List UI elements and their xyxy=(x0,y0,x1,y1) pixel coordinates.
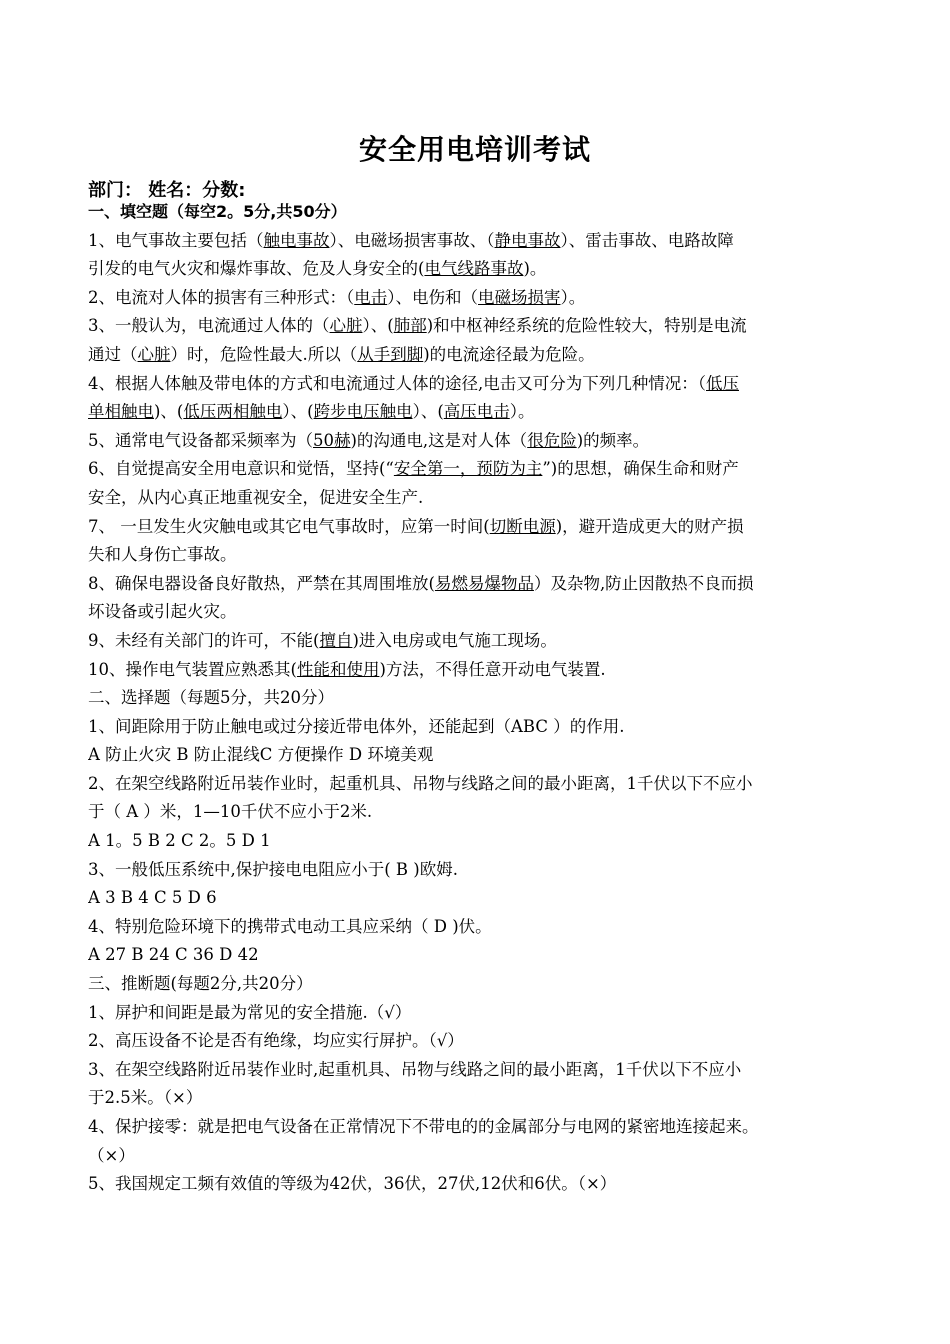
answer-blank: 易燃易爆物品 xyxy=(434,573,534,593)
text-segment: )方法，不得任意开动电气装置. xyxy=(379,659,606,679)
text-segment: 2、电流对人体的损害有三种形式：（ xyxy=(88,287,355,307)
text-segment: ）、电磁场损害事故、（ xyxy=(329,230,495,250)
text-segment: 一、填空题（每空2。5分,共50分） xyxy=(88,202,347,221)
answer-blank: 电磁场损害 xyxy=(478,287,561,307)
answer-blank: 切断电源 xyxy=(489,516,556,536)
text-line xyxy=(88,798,864,827)
text-segment: 6、自觉提高安全用电意识和觉悟，坚持(“ xyxy=(88,459,394,479)
text-segment: 引发的电气火灾和爆炸事故、危及人身安全的( xyxy=(88,259,425,279)
text-segment: ）、雷击事故、电路故障 xyxy=(560,230,734,250)
text-segment: 8、确保电器设备良好散热，严禁在其周围堆放( xyxy=(88,573,435,593)
text-line xyxy=(88,341,864,370)
text-line xyxy=(88,455,864,484)
text-segment: 2、在架空线路附近吊装作业时，起重机具、吊物与线路之间的最小距离，1千伏以下不应小 xyxy=(88,773,753,793)
text-segment: 1、屏护和间距是最为常见的安全措施.（√） xyxy=(88,1002,412,1022)
text-segment: 通过（ xyxy=(88,344,138,364)
text-segment: ）时，危险性最大.所以（ xyxy=(170,344,358,364)
text-line xyxy=(88,370,864,399)
answer-blank: 很危险 xyxy=(527,430,577,450)
text-line xyxy=(88,1056,864,1085)
text-segment: 三、推断题(每题2分,共20分） xyxy=(88,974,313,994)
text-segment: 7、 一旦发生火灾触电或其它电气事故时，应第一时间( xyxy=(88,516,490,536)
text-segment: A 27 B 24 C 36 D 42 xyxy=(88,945,259,965)
answer-blank: 单相触电 xyxy=(88,402,154,422)
answer-blank: 电击 xyxy=(354,287,388,307)
text-segment: )和中枢神经系统的危险性较大，特别是电流 xyxy=(426,316,747,336)
page-title: 安全用电培训考试 xyxy=(358,133,591,166)
text-segment: 5、通常电气设备都采频率为（ xyxy=(88,430,313,450)
text-line xyxy=(88,913,864,942)
text-segment: A 3 B 4 C 5 D 6 xyxy=(88,888,217,908)
answer-blank: 性能和使用 xyxy=(296,659,380,679)
text-segment: ）、( xyxy=(362,316,394,336)
text-segment: 于（ A ）米，1—10千伏不应小于2米. xyxy=(88,802,373,822)
text-line xyxy=(88,941,864,970)
text-line xyxy=(88,398,864,427)
text-segment: ）、电伤和（ xyxy=(387,287,478,307)
text-line xyxy=(88,541,864,570)
text-line xyxy=(88,284,864,313)
text-line xyxy=(88,570,864,599)
text-segment: 10、操作电气装置应熟悉其( xyxy=(88,659,297,679)
text-segment: 4、保护接零：就是把电气设备在正常情况下不带电的的金属部分与电网的紧密地连接起来。 xyxy=(88,1117,759,1136)
answer-blank: 心脏 xyxy=(329,316,363,336)
answer-blank: 高压电击 xyxy=(443,402,510,422)
answer-blank: 心脏 xyxy=(137,344,171,364)
text-segment: ）。 xyxy=(509,402,535,422)
text-segment: ）及杂物,防止因散热不良而损 xyxy=(533,573,754,593)
answer-blank: 50赫 xyxy=(313,430,351,450)
answer-blank: 低压两相触电 xyxy=(183,402,283,422)
text-line xyxy=(88,484,864,513)
text-segment: 1、间距除用于防止触电或过分接近带电体外，还能起到（ABC ）的作用. xyxy=(88,716,625,736)
text-line xyxy=(88,999,864,1028)
answer-blank: 静电事故 xyxy=(494,230,561,250)
text-segment: ）、( xyxy=(412,402,444,422)
text-line xyxy=(88,1027,864,1056)
text-segment: 安全，从内心真正地重视安全，促进安全生产. xyxy=(88,487,424,507)
answer-blank: 从手到脚 xyxy=(357,344,424,364)
answer-blank: 触电事故 xyxy=(263,230,330,250)
text-line xyxy=(88,1142,864,1171)
text-segment: 3、在架空线路附近吊装作业时,起重机具、吊物与线路之间的最小距离，1千伏以下不应小 xyxy=(88,1059,742,1079)
text-line xyxy=(88,627,864,656)
text-line xyxy=(88,427,864,456)
text-segment: 坏设备或引起火灾。 xyxy=(88,602,237,622)
text-line xyxy=(88,255,864,284)
exam-body xyxy=(88,198,864,1199)
text-segment: 于2.5米。（×） xyxy=(88,1088,203,1108)
text-segment: )，避开造成更大的财产损 xyxy=(555,516,744,536)
text-line xyxy=(88,198,864,227)
text-line xyxy=(88,598,864,627)
text-line xyxy=(88,684,864,713)
text-line xyxy=(88,856,864,885)
text-line xyxy=(88,884,864,913)
text-line xyxy=(88,227,864,256)
text-line xyxy=(88,1113,864,1142)
answer-blank: 安全第一，预防为主 xyxy=(393,459,543,479)
answer-blank: 擅自 xyxy=(319,630,353,650)
text-segment: )、( xyxy=(154,402,184,422)
text-segment: 4、根据人体触及带电体的方式和电流通过人体的途径,电击又可分为下列几种情况：（ xyxy=(88,373,706,393)
text-segment: 3、一般认为，电流通过人体的（ xyxy=(88,316,330,336)
text-segment: 3、一般低压系统中,保护接电电阻应小于( B )欧姆. xyxy=(88,859,458,879)
text-line xyxy=(88,1170,864,1199)
text-segment: 5、我国规定工频有效值的等级为42伏，36伏，27伏,12伏和6伏。（×） xyxy=(88,1174,617,1194)
text-segment: )的沟通电,这是对人体（ xyxy=(350,430,528,450)
text-segment: A 1。5 B 2 C 2。5 D 1 xyxy=(88,831,271,851)
text-line xyxy=(88,827,864,856)
text-line xyxy=(88,770,864,799)
text-line xyxy=(88,713,864,742)
answer-blank: 低压 xyxy=(706,373,739,393)
text-segment: ”)的思想，确保生命和财产 xyxy=(542,459,739,479)
text-segment: )进入电房或电气施工现场。 xyxy=(352,630,557,650)
text-line xyxy=(88,513,864,542)
text-segment: ）。 xyxy=(560,287,586,307)
text-segment: 2、高压设备不论是否有绝缘，均应实行屏护。（√） xyxy=(88,1031,464,1051)
text-line xyxy=(88,1084,864,1113)
text-segment: 1、电气事故主要包括（ xyxy=(88,230,264,250)
text-segment: A 防止火灾 B 防止混线C 方便操作 D 环境美观 xyxy=(88,745,434,765)
answer-blank: 电气线路事故 xyxy=(424,259,524,279)
text-line xyxy=(88,312,864,341)
text-line xyxy=(88,656,864,685)
answer-blank: 跨步电压触电 xyxy=(313,402,413,422)
text-line xyxy=(88,741,864,770)
text-segment: 4、特别危险环境下的携带式电动工具应采纳（ D )伏。 xyxy=(88,916,492,936)
text-segment: )的电流途径最为危险。 xyxy=(423,344,595,364)
answer-blank: 肺部 xyxy=(393,316,427,336)
text-segment: )的频率。 xyxy=(576,430,650,450)
text-segment: 9、未经有关部门的许可，不能( xyxy=(88,630,320,650)
text-line xyxy=(88,970,864,999)
text-segment: （×） xyxy=(88,1145,135,1165)
exam-header-fields: 部门： 姓名：分数: xyxy=(88,180,246,201)
text-segment: 二、选择题（每题5分，共20分） xyxy=(88,688,334,708)
text-segment: 失和人身伤亡事故。 xyxy=(88,545,237,565)
text-segment: ）、( xyxy=(282,402,314,422)
text-segment: )。 xyxy=(523,259,547,279)
